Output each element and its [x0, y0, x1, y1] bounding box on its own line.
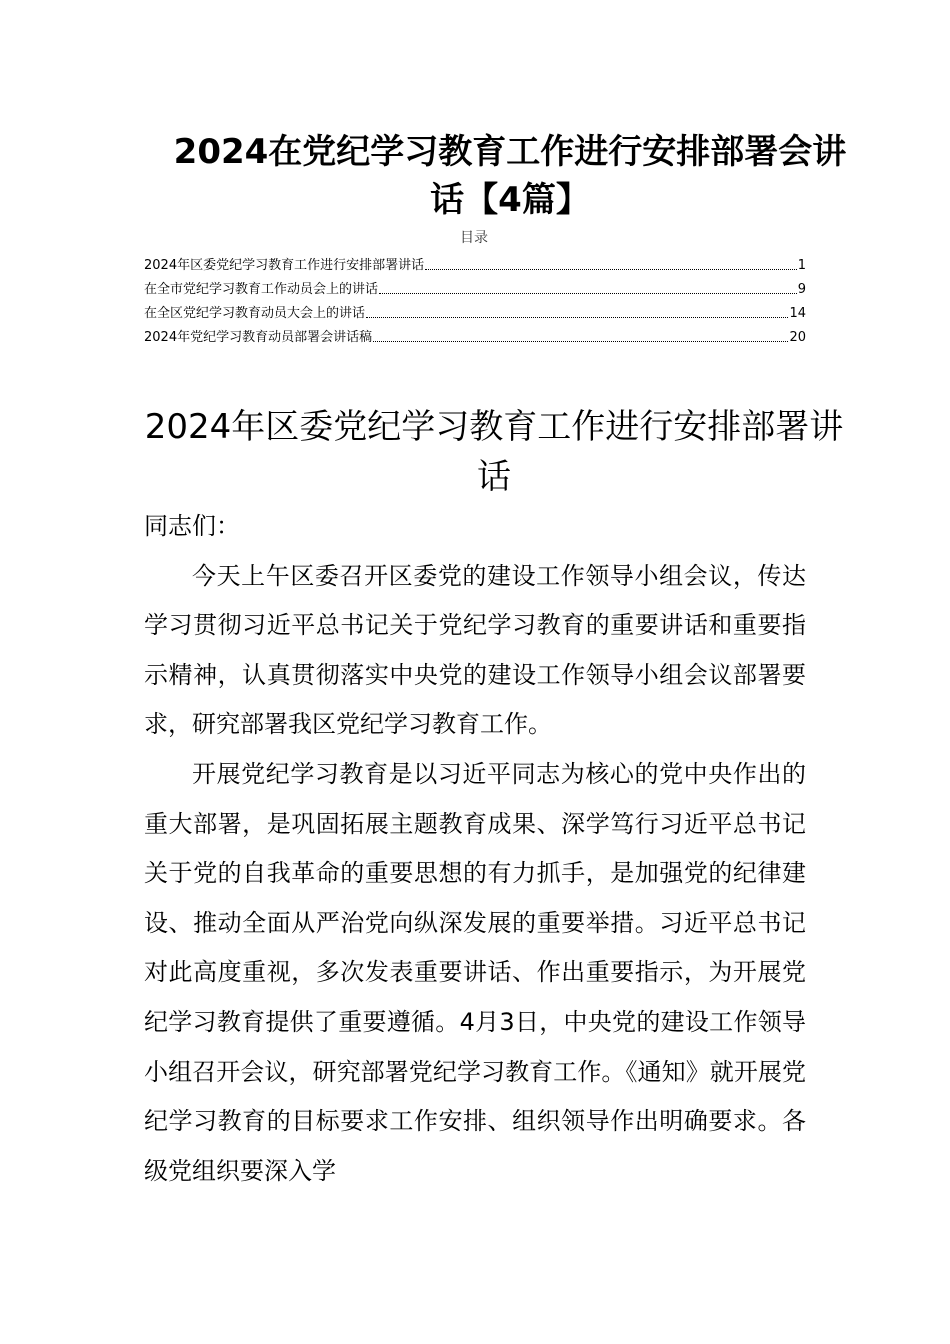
toc-entry-page: 9 [797, 282, 806, 297]
body-text [144, 502, 806, 1196]
toc-heading: 目录 [460, 230, 488, 246]
paragraph: 开展党纪学习教育是以习近平同志为核心的党中央作出的重大部署，是巩固拓展主题教育成果、深学笃行习近平总书记关于党的自我革命的重要思想的有力抓手，是加强党的纪律建设、推动全面从严治党向纵深发展的重要举措。习近平总书记对此高度重视，多次发表重要讲话、作出重要指示，为开展党纪学习教育提供了重要遵循。4月3日，中央党的建设工作领导小组召开会议，研究部署党纪学习教育工作。《通知》就开展党纪学习教育的目标要求工作安排、组织领导作出明确要求。各级党组织要深入学 [144, 759, 806, 1185]
toc-dot-leader [373, 340, 788, 342]
toc-entry[interactable] [144, 275, 806, 299]
toc-entry-title: 2024年党纪学习教育动员部署会讲话稿 [144, 330, 373, 345]
toc-entry-title: 在全区党纪学习教育动员大会上的讲话 [144, 306, 366, 321]
section-title: 2024年区委党纪学习教育工作进行安排部署讲话 [144, 407, 844, 497]
salutation: 同志们： [144, 512, 240, 540]
table-of-contents [144, 251, 806, 347]
toc-entry-page: 1 [797, 258, 806, 273]
toc-entry[interactable] [144, 323, 806, 347]
toc-dot-leader [425, 268, 797, 270]
toc-dot-leader [366, 316, 788, 318]
document-title: 2024在党纪学习教育工作进行安排部署会讲话【4篇】 [173, 132, 847, 220]
toc-entry-page: 20 [789, 330, 806, 345]
toc-entry-page: 14 [789, 306, 806, 321]
toc-entry[interactable] [144, 251, 806, 275]
paragraph: 今天上午区委召开区委党的建设工作领导小组会议，传达学习贯彻习近平总书记关于党纪学习教育的重要讲话和重要指示精神，认真贯彻落实中央党的建设工作领导小组会议部署要求，研究部署我区党纪学习教育工作。 [144, 561, 806, 739]
toc-dot-leader [379, 292, 797, 294]
toc-entry-title: 2024年区委党纪学习教育工作进行安排部署讲话 [144, 258, 425, 273]
toc-entry-title: 在全市党纪学习教育工作动员会上的讲话 [144, 282, 379, 297]
toc-entry[interactable] [144, 299, 806, 323]
